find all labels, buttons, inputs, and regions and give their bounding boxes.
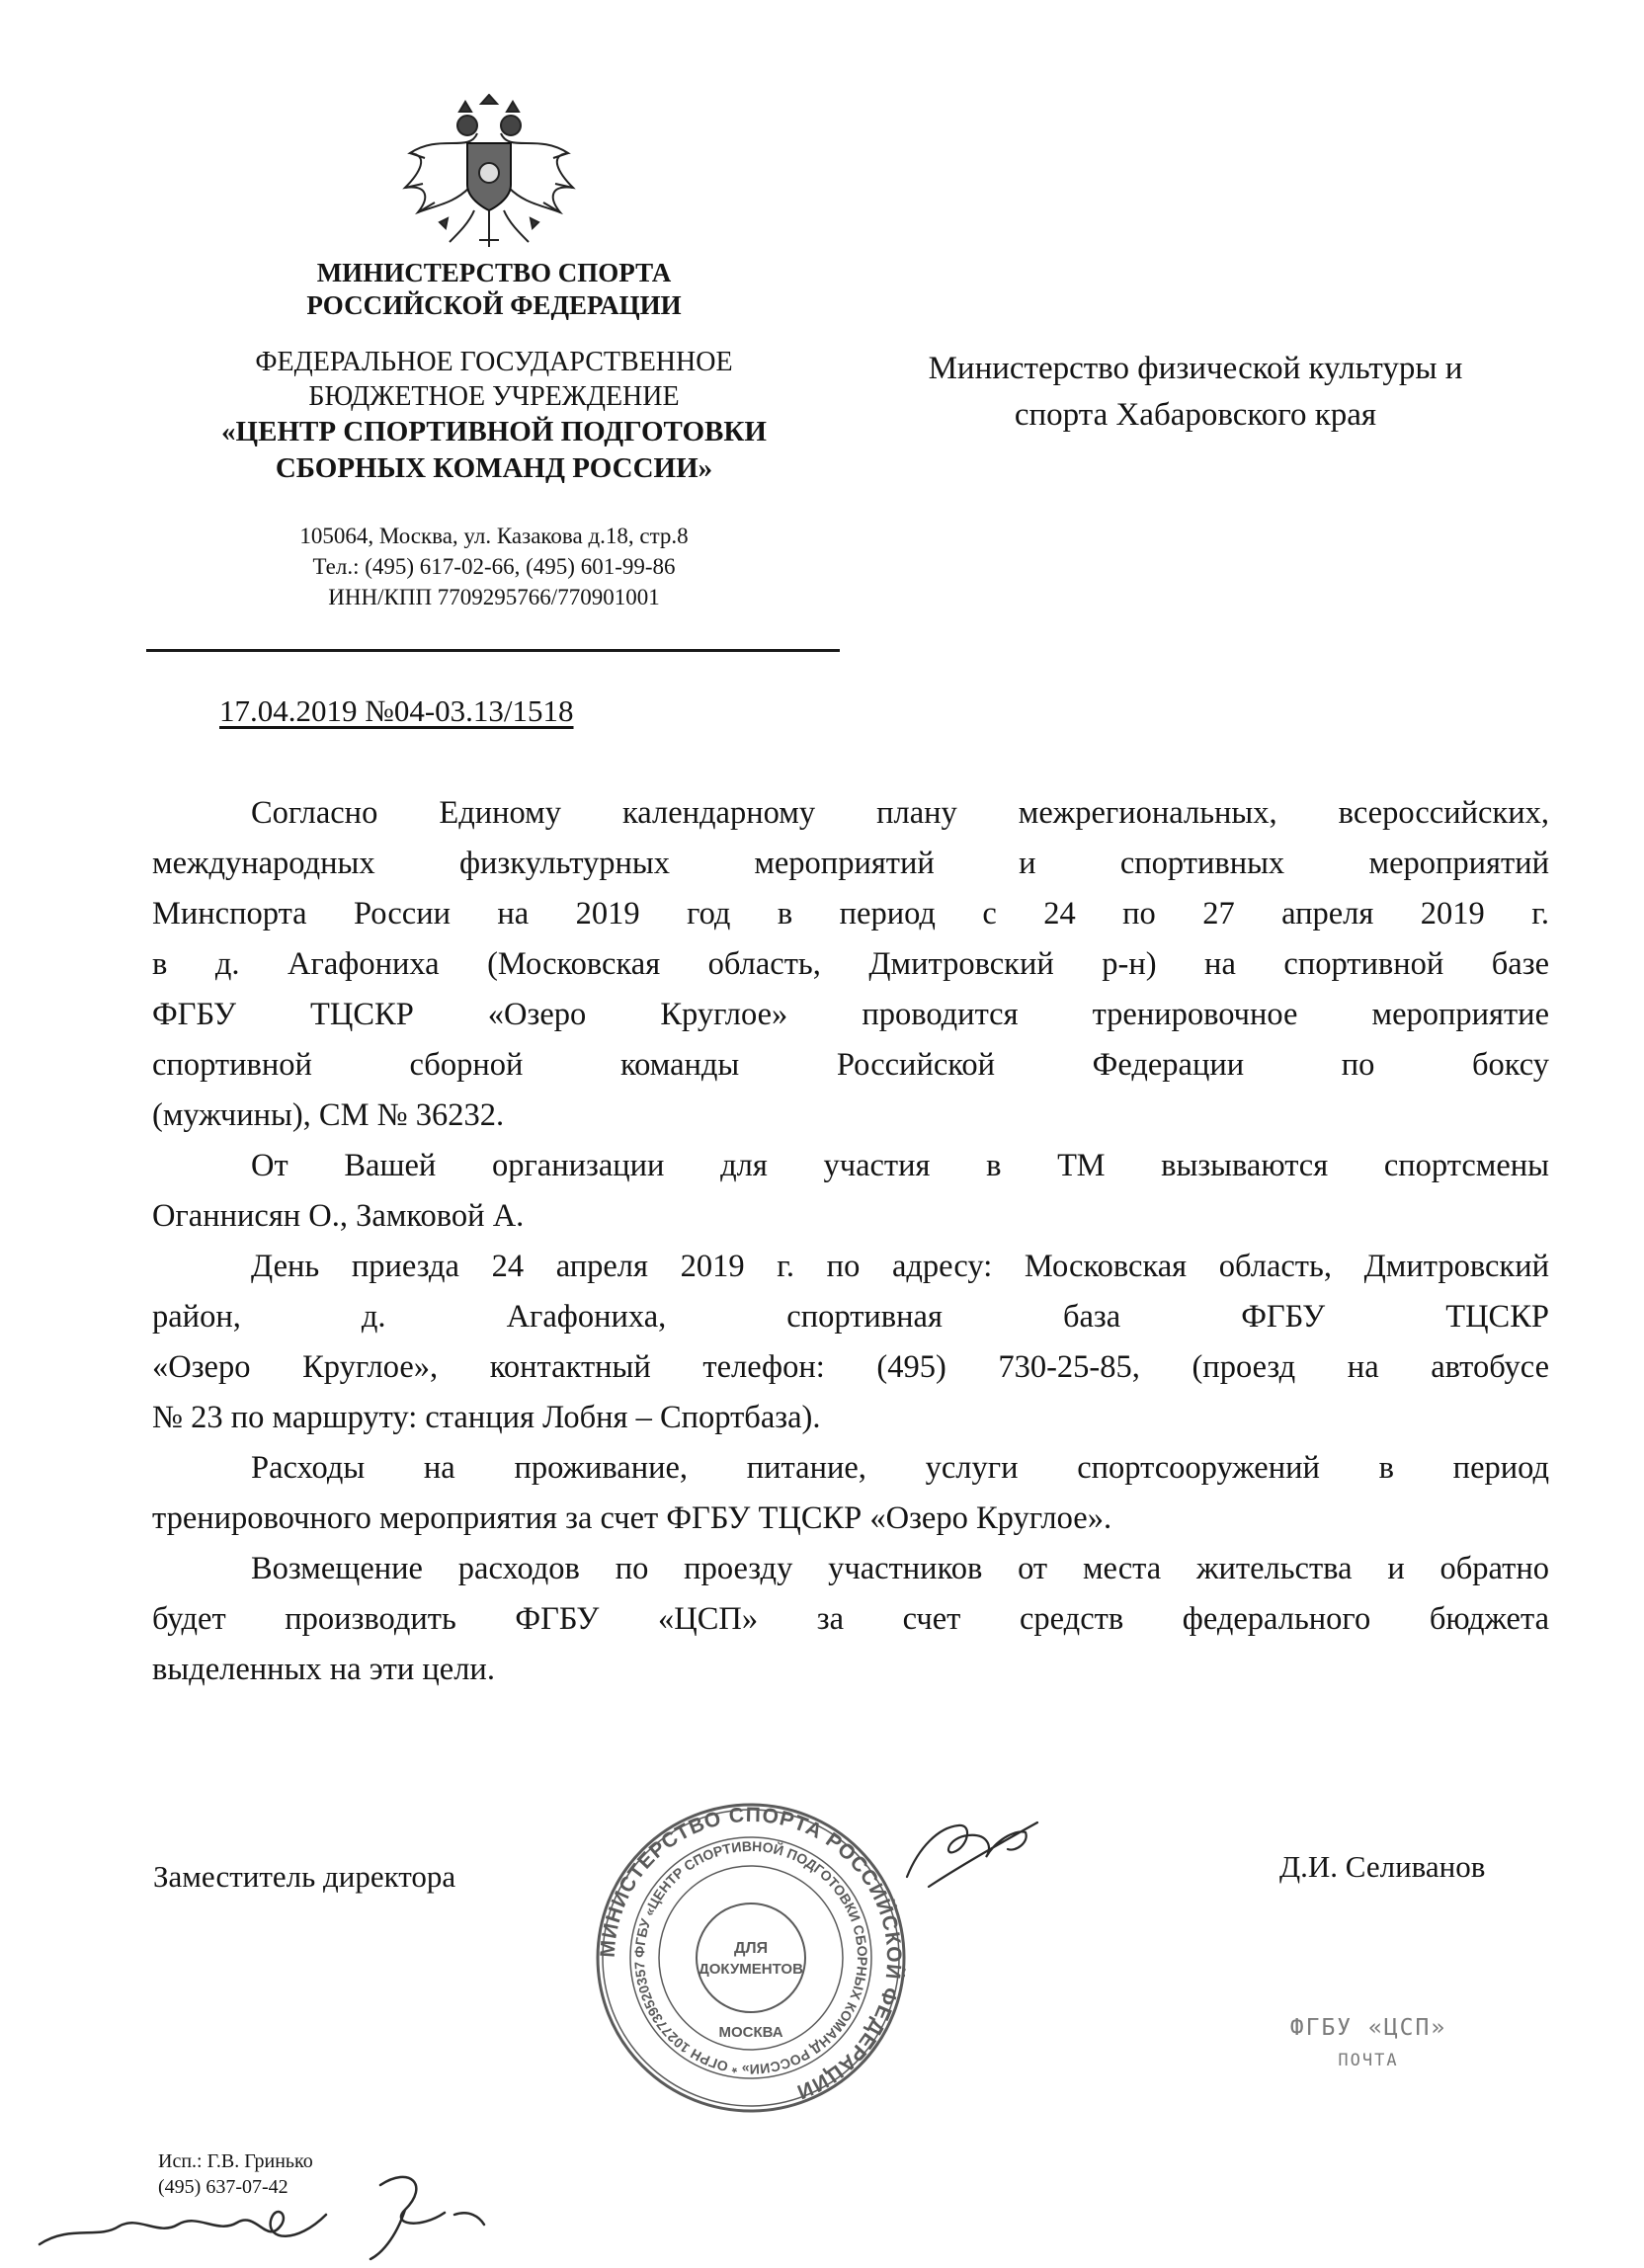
body-line: район, д. Агафониха, спортивная база ФГБУ ТЦСКР [152,1299,1549,1335]
org-line-3: «ЦЕНТР СПОРТИВНОЙ ПОДГОТОВКИ [221,416,767,447]
letter-body [152,788,1549,1695]
recipient-line-1: Министерство физической культуры и [928,351,1463,386]
seal-center-line-2: ДОКУМЕНТОВ [699,1961,803,1978]
seal-inner-text: ФГБУ «ЦЕНТР СПОРТИВНОЙ ПОДГОТОВКИ СБОРНЫХ КОМАНД РОССИИ» * ОГРН 1027739520357 [630,1837,871,2078]
seal-city: МОСКВА [718,2024,783,2041]
body-line: Минспорта России на 2019 год в период с 24 по 27 апреля 2019 г. [152,896,1549,932]
body-line: Возмещение расходов по проезду участников от места жительства и обратно [251,1551,1549,1586]
body-line: в д. Агафониха (Московская область, Дмитровский р-н) на спортивной базе [152,946,1549,982]
body-line: День приезда 24 апреля 2019 г. по адресу: Московская область, Дмитровский [251,1249,1549,1284]
signatory-title: Заместитель директора [153,1859,456,1894]
recipient-line-2: спорта Хабаровского края [1014,397,1377,433]
coat-of-arms-emblem [400,94,578,252]
svg-text:ФГБУ «ЦЕНТР СПОРТИВНОЙ ПОДГОТО [631,1838,870,2077]
body-line: «Озеро Круглое», контактный телефон: (495) 730-25-85, (проезд на автобусе [152,1349,1549,1385]
body-line: (мужчины), СМ № 36232. [152,1097,505,1133]
official-seal-stamp [593,1800,909,2116]
org-line-1: ФЕДЕРАЛЬНОЕ ГОСУДАРСТВЕННОЕ [255,347,733,377]
body-line: № 23 по маршруту: станция Лобня – Спортбаза). [152,1400,821,1435]
org-line-4: СБОРНЫХ КОМАНД РОССИИ» [275,452,713,484]
bottom-scribble-signature [30,2155,494,2264]
body-line: От Вашей организации для участия в ТМ вызываются спортсмены [251,1148,1549,1183]
body-line: Оганнисян О., Замковой А. [152,1198,525,1234]
reference-number: 17.04.2019 №04-03.13/1518 [219,693,574,728]
post-stamp-line-1: ФГБУ «ЦСП» [1289,2015,1447,2041]
org-address: 105064, Москва, ул. Казакова д.18, стр.8 [299,524,689,548]
body-line: выделенных на эти цели. [152,1652,495,1687]
ministry-line-1: МИНИСТЕРСТВО СПОРТА [316,258,672,287]
recipient-block [869,346,1521,439]
signatory-name: Д.И. Селиванов [1279,1849,1486,1884]
body-line: Согласно Единому календарному плану межрегиональных, всероссийских, [251,795,1549,831]
body-line: тренировочного мероприятия за счет ФГБУ ТЦСКР «Озеро Круглое». [152,1500,1112,1536]
executor-name: Исп.: Г.В. Гринько [158,2150,313,2172]
ministry-line-2: РОССИЙСКОЙ ФЕДЕРАЦИИ [306,290,682,320]
body-line: Расходы на проживание, питание, услуги спортсооружений в период [251,1450,1549,1486]
body-line: ФГБУ ТЦСКР «Озеро Круглое» проводится тренировочное мероприятие [152,997,1549,1032]
seal-center-line-1: ДЛЯ [733,1940,769,1957]
org-line-2: БЮДЖЕТНОЕ УЧРЕЖДЕНИЕ [308,381,680,412]
org-phones: Тел.: (495) 617-02-66, (495) 601-99-86 [312,554,676,579]
seal-outer-text: МИНИСТЕРСТВО СПОРТА РОССИЙСКОЙ ФЕДЕРАЦИИ [596,1803,906,2104]
body-line: будет производить ФГБУ «ЦСП» за счет средств федерального бюджета [152,1601,1549,1637]
letterhead-divider [146,649,840,652]
org-inn: ИНН/КПП 7709295766/770901001 [328,585,660,609]
executor-phone: (495) 637-07-42 [158,2176,288,2198]
handwritten-signature [899,1808,1047,1897]
body-line: международных физкультурных мероприятий и спортивных мероприятий [152,846,1549,881]
body-line: спортивной сборной команды Российской Федерации по боксу [152,1047,1549,1083]
post-stamp-line-2: ПОЧТА [1338,2051,1399,2070]
post-office-stamp [1255,2015,1482,2070]
